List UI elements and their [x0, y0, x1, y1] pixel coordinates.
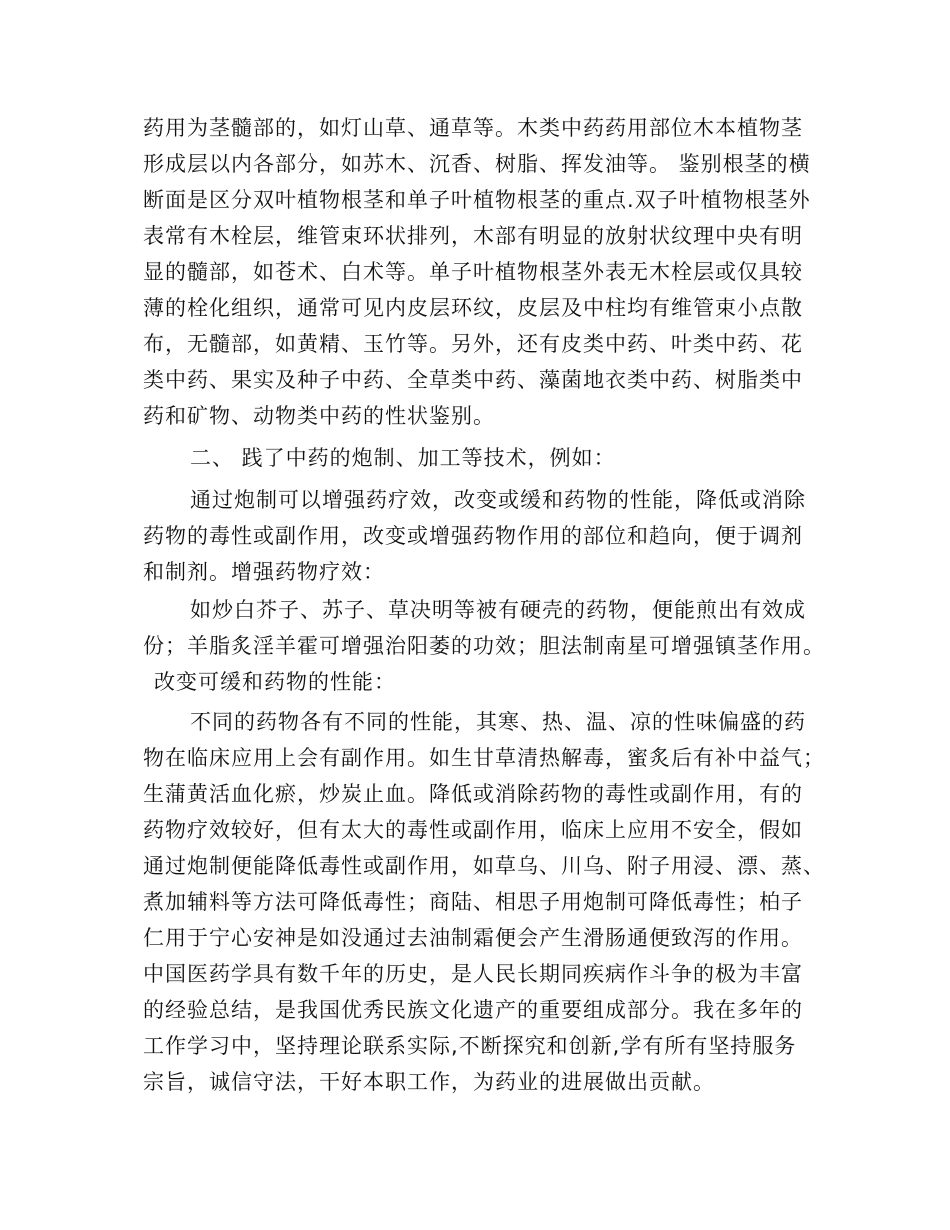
- text-line: 份；羊脂炙淫羊霍可增强治阳萎的功效；胆法制南星可增强镇茎作用。: [143, 634, 825, 658]
- text-line: 布，无髓部，如黄精、玉竹等。另外，还有皮类中药、叶类中药、花: [143, 332, 803, 356]
- paragraph-first-line: 如炒白芥子、苏子、草决明等被有硬壳的药物，便能煎出有效成: [190, 598, 806, 622]
- text-line: 类中药、果实及种子中药、全草类中药、藻菌地衣类中药、树脂类中: [143, 368, 803, 392]
- text-line: 煮加辅料等方法可降低毒性；商陆、相思子用炮制可降低毒性；柏子: [143, 890, 803, 914]
- text-line: 宗旨，诚信守法，干好本职工作，为药业的进展做出贡献。: [143, 1070, 715, 1094]
- text-line: 断面是区分双叶植物根茎和单子叶植物根茎的重点.双子叶植物根茎外: [143, 188, 811, 212]
- text-line: 的经验总结，是我国优秀民族文化遗产的重要组成部分。我在多年的: [143, 998, 803, 1022]
- text-line: 中国医药学具有数千年的历史，是人民长期同疾病作斗争的极为丰富: [143, 962, 803, 986]
- text-line: 通过炮制便能降低毒性或副作用，如草乌、川乌、附子用浸、漂、蒸、: [143, 854, 825, 878]
- text-line: 显的髓部，如苍术、白术等。单子叶植物根茎外表无木栓层或仅具较: [143, 260, 803, 284]
- text-line: 表常有木栓层，维管束环状排列，木部有明显的放射状纹理中央有明: [143, 224, 803, 248]
- paragraph-first-line: 不同的药物各有不同的性能，其寒、热、温、凉的性味偏盛的药: [190, 710, 806, 734]
- paragraph-first-line: 通过炮制可以增强药疗效，改变或缓和药物的性能，降低或消除: [190, 488, 806, 512]
- text-line: 药用为茎髓部的，如灯山草、通草等。木类中药药用部位木本植物茎: [143, 116, 803, 140]
- text-line: 形成层以内各部分，如苏木、沉香、树脂、挥发油等。 鉴别根茎的横: [143, 152, 811, 176]
- text-line: 物在临床应用上会有副作用。如生甘草清热解毒，蜜炙后有补中益气；: [143, 746, 825, 770]
- text-line: 工作学习中，坚持理论联系实际,不断探究和创新,学有所有坚持服务: [143, 1034, 797, 1058]
- text-line: 仁用于宁心安神是如没通过去油制霜便会产生滑肠通便致泻的作用。: [143, 926, 803, 950]
- subheading-line: 改变可缓和药物的性能：: [154, 670, 396, 694]
- section-heading: 二、 践了中药的炮制、加工等技术，例如：: [190, 446, 616, 470]
- text-line: 药物疗效较好，但有太大的毒性或副作用，临床上应用不安全，假如: [143, 818, 803, 842]
- text-line: 生蒲黄活血化瘀，炒炭止血。降低或消除药物的毒性或副作用，有的: [143, 782, 803, 806]
- text-line: 薄的栓化组织，通常可见内皮层环纹，皮层及中柱均有维管束小点散: [143, 296, 803, 320]
- text-line: 药和矿物、动物类中药的性状鉴别。: [143, 404, 495, 428]
- text-line: 和制剂。增强药物疗效：: [143, 560, 385, 584]
- text-line: 药物的毒性或副作用，改变或增强药物作用的部位和趋向，便于调剂: [143, 524, 803, 548]
